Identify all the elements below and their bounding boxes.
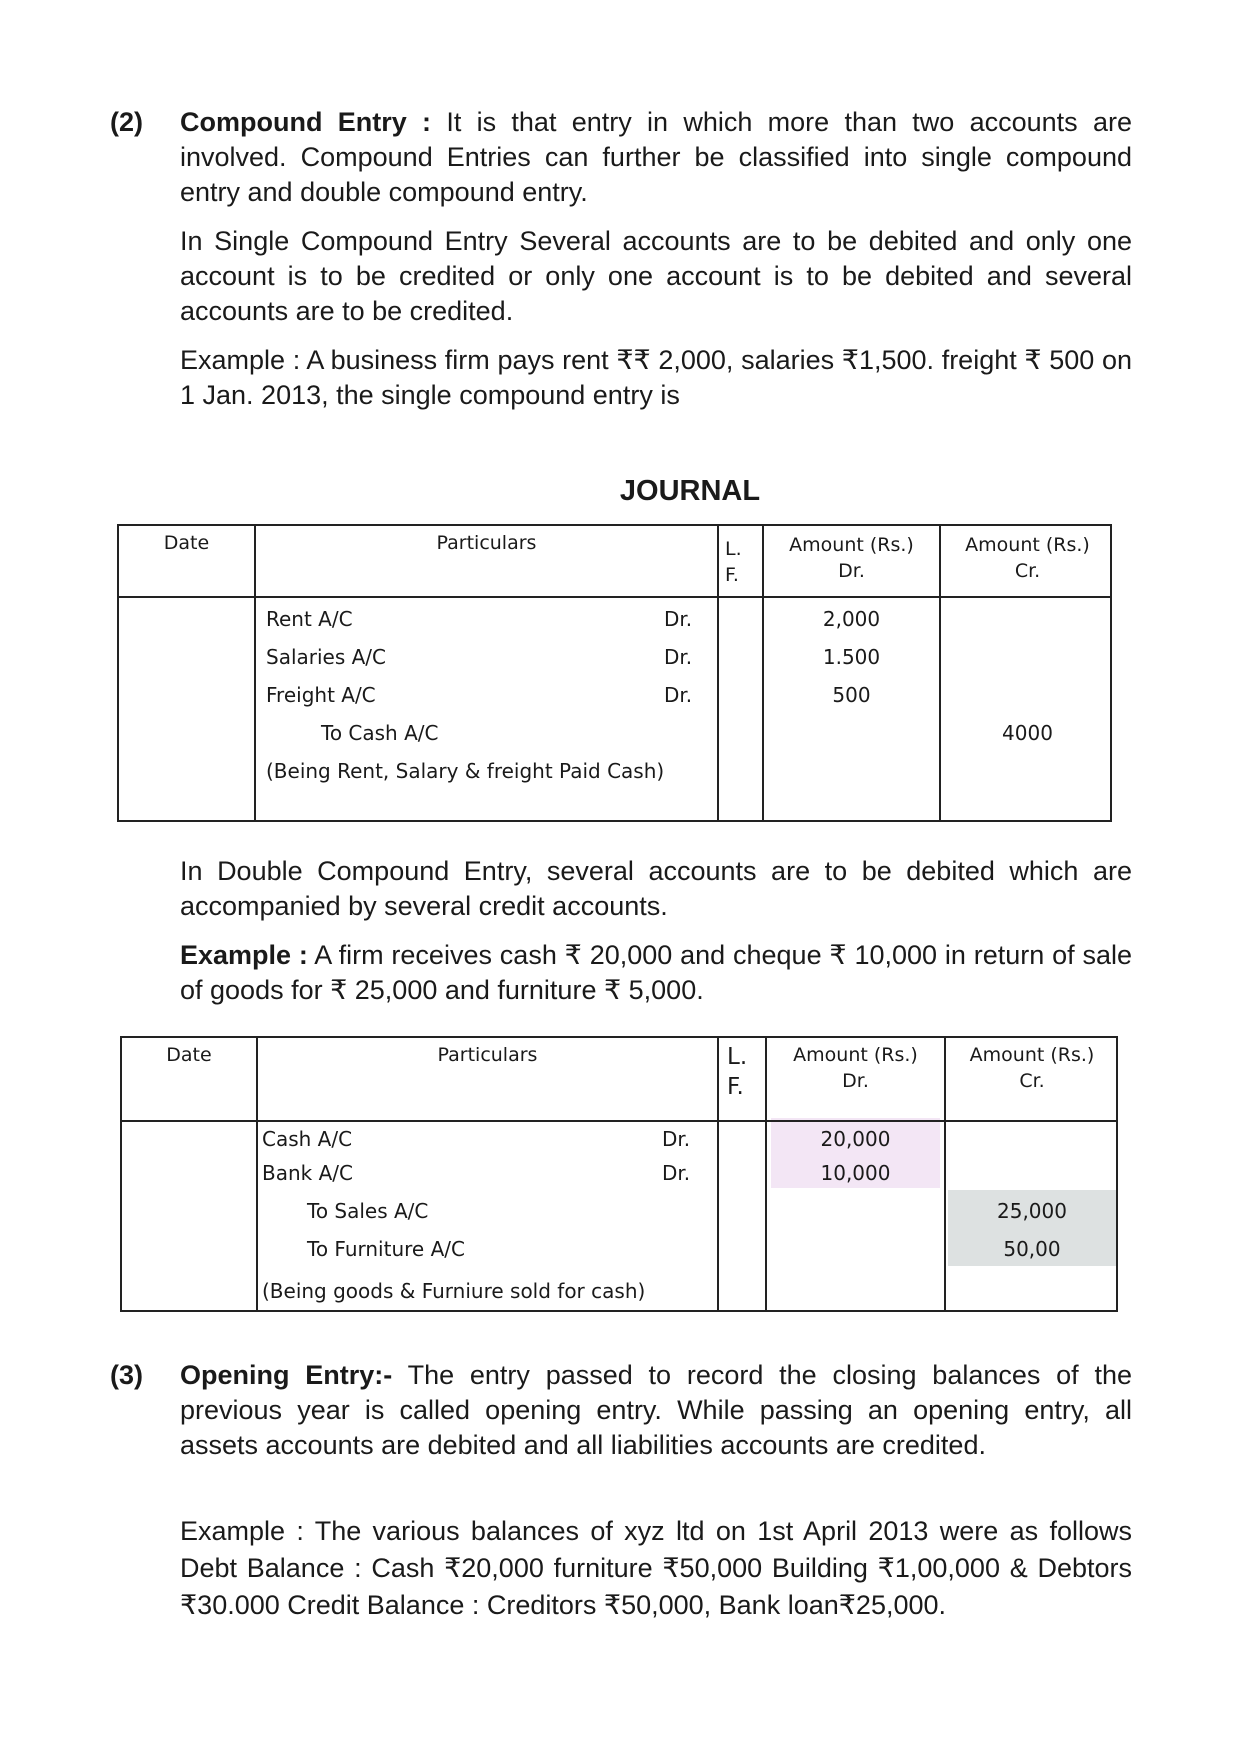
row-particular: To Sales A/C (307, 1199, 429, 1223)
row-particular: To Furniture A/C (307, 1237, 465, 1261)
opening-entry-paragraph (180, 1358, 1132, 1463)
row-narration: (Being goods & Furniure sold for cash) (262, 1279, 646, 1303)
opening-entry-intro: The entry passed to record the closing balances of the previous year is called opening entry. While passing an opening entry, all assets accounts are debited and all liabilities accounts are credited. (180, 1360, 1132, 1460)
section-number: (2) (110, 107, 143, 137)
row-amount-cr: 4000 (1002, 721, 1053, 745)
opening-entry-heading: Opening Entry:- (180, 1360, 393, 1390)
example-double-compound (180, 938, 1132, 1008)
row-amount-dr: 500 (832, 683, 871, 707)
row-amount-dr: 20,000 (820, 1127, 891, 1151)
example-text: A firm receives cash ₹ 20,000 and cheque ₹ 10,000 in return of sale of goods for ₹ 25,000 and furniture ₹ 5,000. (180, 940, 1132, 1005)
row-particular: Freight A/C (266, 683, 376, 707)
header-particulars: Particulars (437, 1044, 538, 1066)
row-particular: Bank A/C (262, 1161, 353, 1185)
example-single-compound: Example : A business firm pays rent ₹₹ 2,000, salaries ₹1,500. freight ₹ 500 on 1 Jan. 2013, the single compound entry is (180, 345, 1132, 410)
double-compound-definition: In Double Compound Entry, several accounts are to be debited which are accompanied by several credit accounts. (180, 856, 1132, 921)
header-amount-dr: Amount (Rs.) Dr. (789, 534, 914, 582)
row-dr-marker: Dr. (662, 1127, 691, 1151)
header-lf: L. F. (725, 538, 742, 586)
header-amount-dr: Amount (Rs.) Dr. (793, 1044, 918, 1092)
row-amount-cr: 50,00 (1003, 1237, 1061, 1261)
header-date: Date (163, 532, 210, 554)
row-amount-cr: 25,000 (997, 1199, 1067, 1223)
section-number: (3) (110, 1360, 143, 1390)
row-dr-marker: Dr. (664, 683, 693, 707)
journal-table-single (117, 524, 1112, 822)
compound-entry-paragraph (180, 105, 1132, 210)
compound-entry-heading: Compound Entry : (180, 107, 432, 137)
row-amount-dr: 1.500 (822, 645, 881, 669)
single-compound-definition: In Single Compound Entry Several accounts are to be debited and only one account is to be credited or only one account is to be debited and several accounts are to be credited. (180, 226, 1132, 326)
row-dr-marker: Dr. (664, 607, 693, 631)
header-amount-cr: Amount (Rs.) Cr. (969, 1044, 1095, 1092)
row-dr-marker: Dr. (664, 645, 693, 669)
opening-entry-example: Example : The various balances of xyz ltd on 1st April 2013 were as follows Debt Balance : Cash ₹20,000 furniture ₹50,000 Building ₹1,00,000 & Debtors ₹30.000 Credit Balance : Creditors ₹50,000, Bank loan₹25,000. (180, 1516, 1132, 1620)
row-particular: Cash A/C (262, 1127, 353, 1151)
header-date: Date (166, 1044, 212, 1066)
row-amount-dr: 10,000 (820, 1161, 891, 1185)
journal-table-double (120, 1036, 1118, 1312)
compound-entry-intro: It is that entry in which more than two accounts are involved. Compound Entries can further be classified into single compound entry and double compound entry. (180, 107, 1132, 207)
row-particular: Salaries A/C (266, 645, 387, 669)
row-particular: Rent A/C (266, 607, 353, 631)
header-lf: L. F. (727, 1044, 748, 1100)
row-dr-marker: Dr. (662, 1161, 691, 1185)
header-particulars: Particulars (436, 532, 537, 554)
header-amount-cr: Amount (Rs.) Cr. (965, 534, 1090, 582)
row-amount-dr: 2,000 (822, 607, 881, 631)
example-label: Example : (180, 940, 308, 970)
journal-title: JOURNAL (619, 475, 761, 507)
row-particular: To Cash A/C (321, 721, 439, 745)
row-narration: (Being Rent, Salary & freight Paid Cash) (266, 759, 665, 783)
